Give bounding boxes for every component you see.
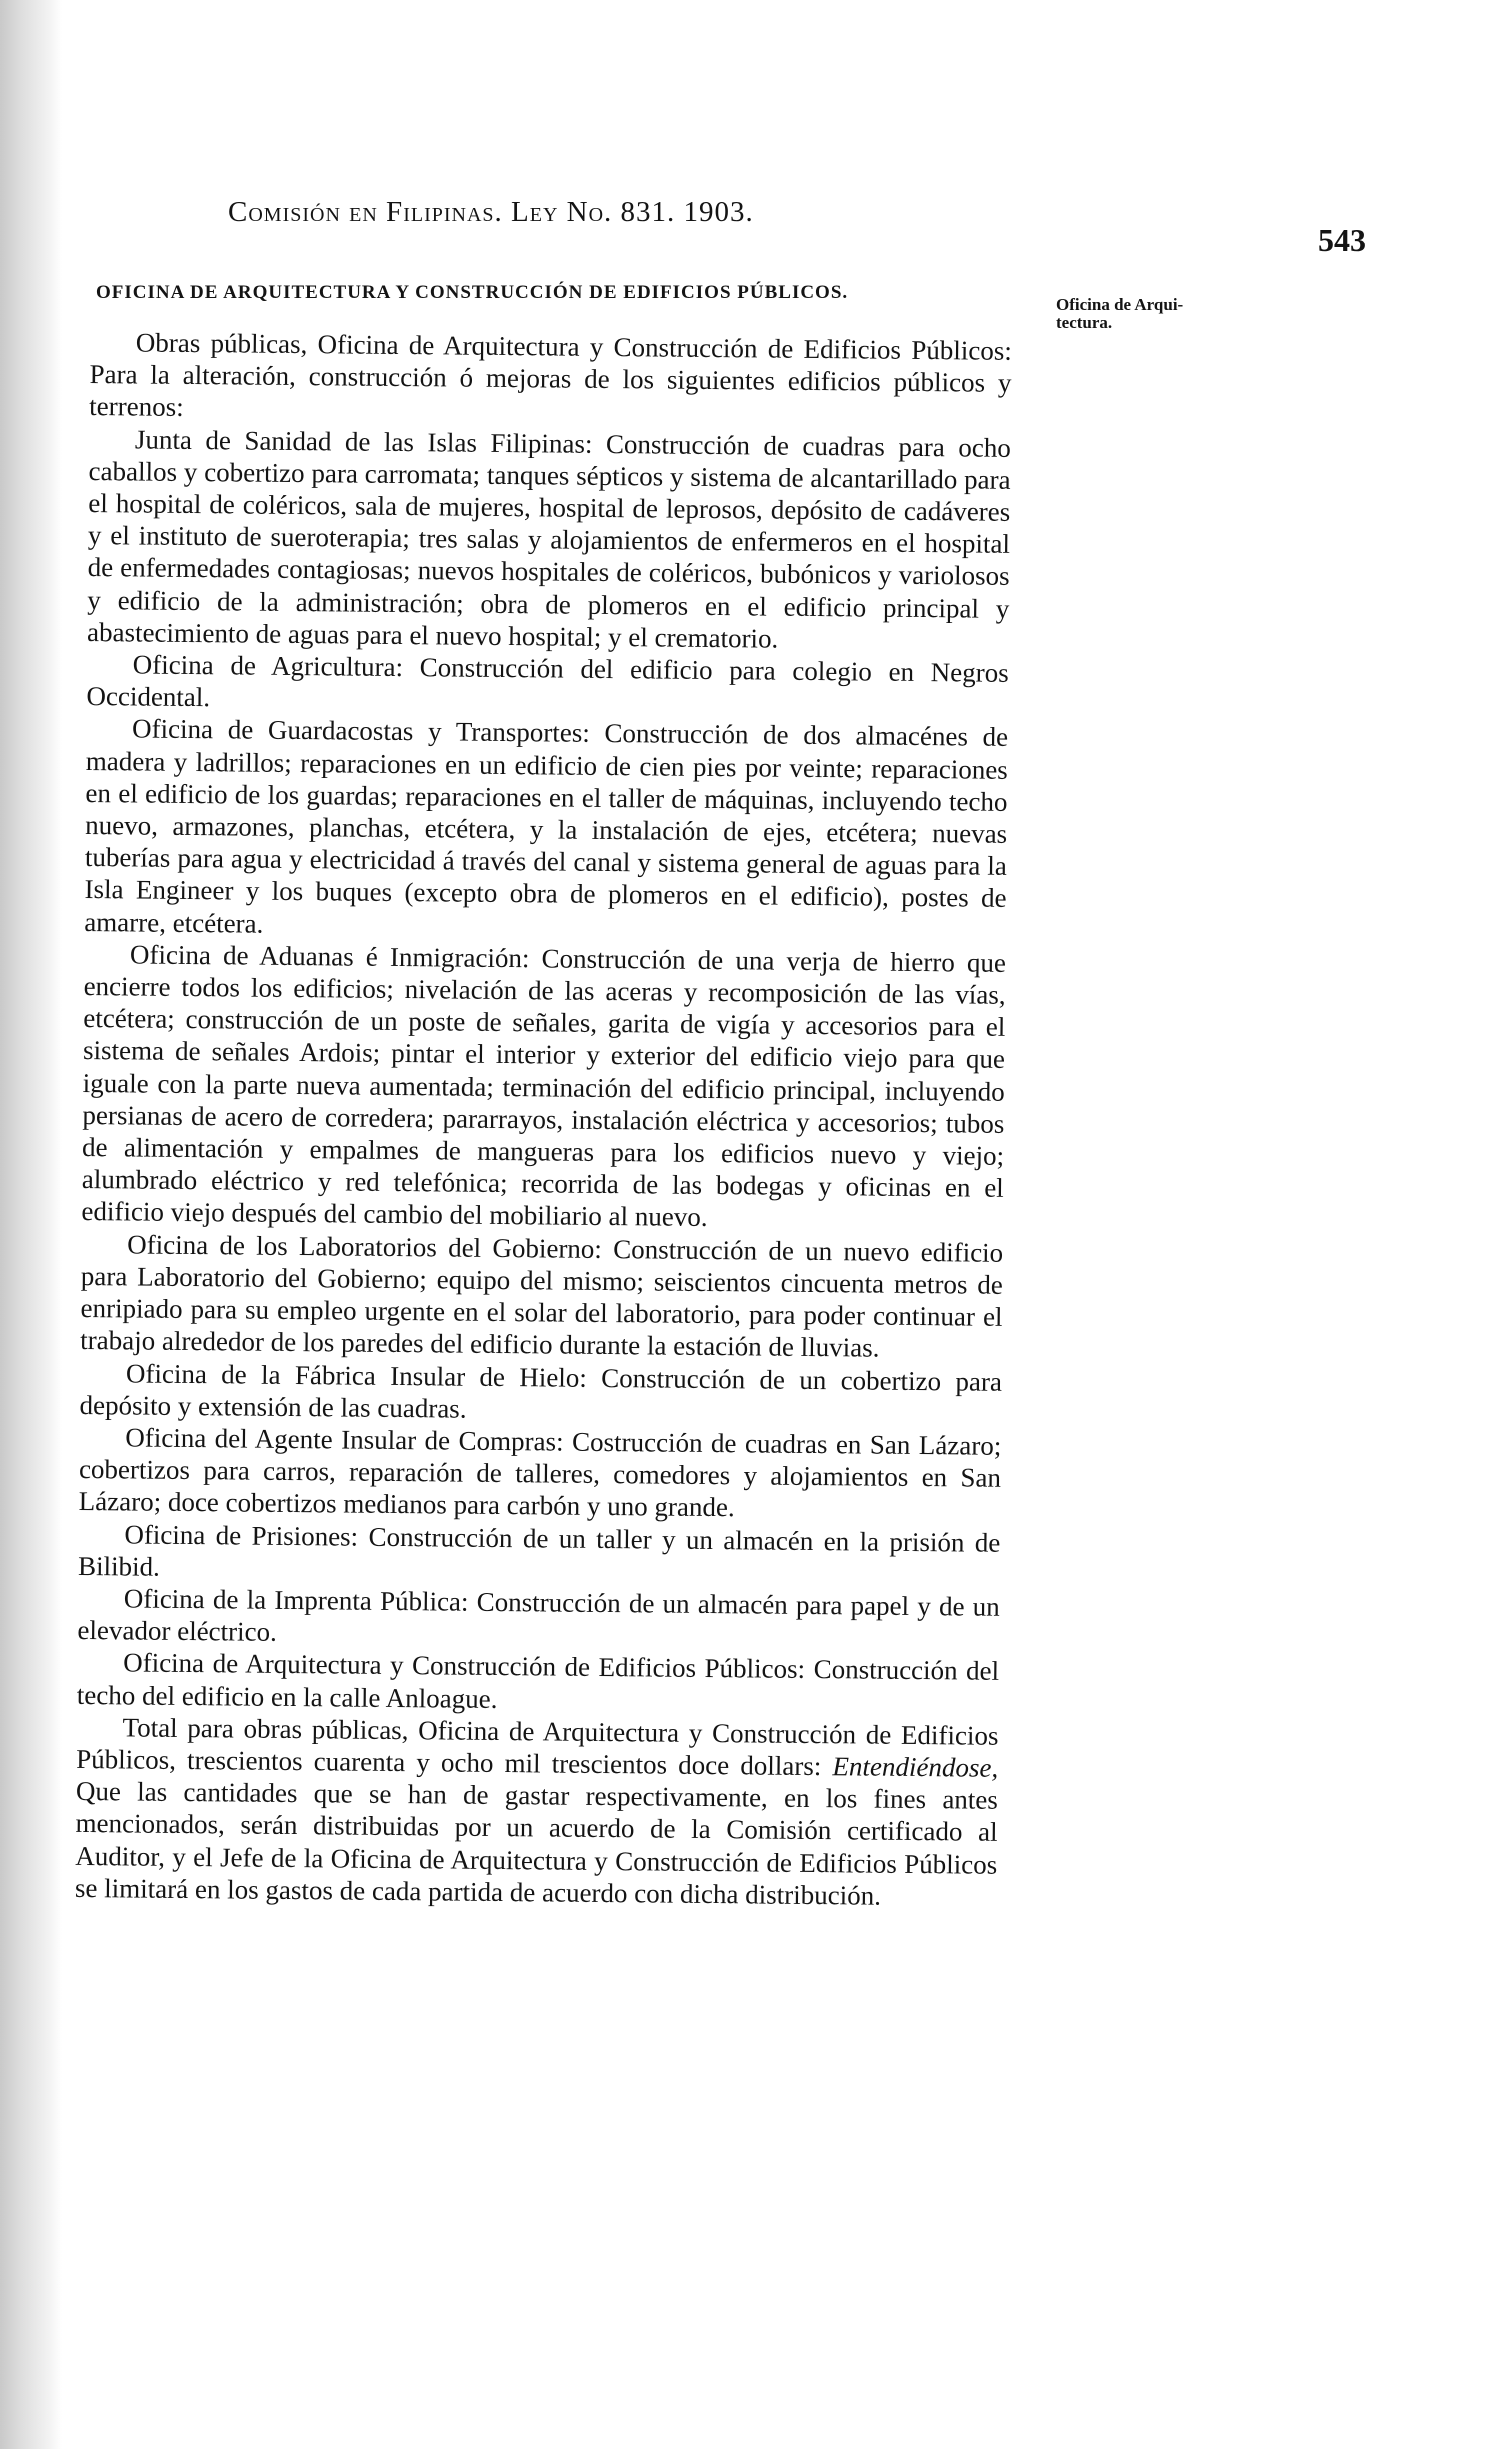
paragraph-prisiones: Oficina de Prisiones: Construcción de un taller y un almacén en la prisión de Bilibid. <box>77 1518 1001 1582</box>
running-head: Comisión en Filipinas. Ley No. 831. 1903. <box>228 196 754 228</box>
total-text-end: Que las cantidades que se han de gastar respectivamente, en los fines antes mencionados, serán distribuidas por un acuerdo de la Comisión certificado al Auditor, y el Jefe de la Oficina de Arquitectura y Construcción de Edificios Públicos se limitará en los gastos de cada partida de acuerdo con dicha distribución. <box>74 1776 999 1911</box>
paragraph-laboratorios: Oficina de los Laboratorios del Gobierno: Construcción de un nuevo edificio para Laboratorio del Gobierno; equipo del mismo; seiscientos cincuenta metros de enripiado para su empleo urgente en el solar del laboratorio, para poder continuar el trabajo alrededor de los paredes del edificio durante la estación de lluvias. <box>80 1229 1004 1363</box>
body-text <box>75 326 1012 1913</box>
paragraph-junta-de-sanidad: Junta de Sanidad de las Islas Filipinas: Construcción de cuadras para ocho caballos y cobertizo para carromata; tanques sépticos y sistema de alcantarillado para el hospital de coléricos, sala de mujeres, hospital de leprosos, depósito de cadáveres y el instituto de sueroterapia; tres salas y alojamientos de enfermeros en el hospital de enfermedades contagiosas; nuevos hospitales de coléricos, bubónicos y variolosos y edificio de la administración; obra de plomeros en el edificio principal y abastecimiento de aguas para el nuevo hospital; y el crematorio. <box>86 424 1012 654</box>
total-text-start: Total para obras públicas, Oficina de Arquitectura y Construcción de Edificios Públicos, trescientos cuarenta y ocho mil trescientos doce dollars: <box>76 1712 999 1782</box>
section-heading: OFICINA DE ARQUITECTURA Y CONSTRUCCIÓN DE EDIFICIOS PÚBLICOS. <box>96 282 849 303</box>
paragraph-public-works-intro: Obras públicas, Oficina de Arquitectura y Construcción de Edificios Públicos: Para la alteración, construcción ó mejoras de los siguientes edificios públicos y terrenos: <box>89 327 1012 423</box>
margin-note-line-1: Oficina de Arqui- <box>1056 295 1184 314</box>
paragraph-imprenta: Oficina de la Imprenta Pública: Construcción de un almacén para papel y de un elevador eléctrico. <box>77 1583 1000 1647</box>
page-number: 543 <box>1318 222 1366 258</box>
paragraph-guardacostas: Oficina de Guardacostas y Transportes: Construcción de dos almacénes de madera y ladrillos; reparaciones en un edificio de cien pies por veinte; reparaciones en el edificio de los guardas; reparaciones en el taller de máquinas, incluyendo techo nuevo, armazones, planchas, etcétera, y la instalación de ejes, etcétera; nuevas tuberías para agua y electricidad á través del canal y sistema general de aguas para la Isla Engineer y los buques (excepto obra de plomeros en el edificio), postes de amarre, etcétera. <box>84 713 1009 939</box>
margin-note-line-2: tectura. <box>1056 313 1113 332</box>
page-header <box>228 196 1378 258</box>
paragraph-aduanas: Oficina de Aduanas é Inmigración: Construcción de una verja de hierro que encierre todos los edificios; nivelación de las aceras y recomposición de las vías, etcétera; construcción de un poste de señales, garita de vigía y accesorios para el sistema de señales Ardois; pintar el interior y exterior del edificio viejo para que iguale con la parte nueva aumentada; terminación del edificio principal, incluyendo persianas de acero de corredera; pararrayos, instalación eléctrica y accesorios; tubos de alimentación y empalmes de mangueras para los edificios nuevo y viejo; alumbrado eléctrico y red telefónica; recorrida de las bodegas y oficinas en el edificio viejo después del cambio del mobiliario al nuevo. <box>81 939 1007 1233</box>
paragraph-agente-de-compras: Oficina del Agente Insular de Compras: Costrucción de cuadras en San Lázaro; cobertizos para carros, reparación de talleres, comedores y alojamientos en San Lázaro; doce cobertizos medianos para carbón y uno grande. <box>78 1422 1002 1523</box>
paragraph-fabrica-de-hielo: Oficina de la Fábrica Insular de Hielo: Construcción de un cobertizo para depósito y extensión de las cuadras. <box>79 1357 1003 1424</box>
paragraph-agricultura: Oficina de Agricultura: Construcción del edificio para colegio en Negros Occidental. <box>86 649 1009 713</box>
paragraph-arquitectura: Oficina de Arquitectura y Construcción de Edificios Públicos: Construcción del techo del edificio en la calle Anloague. <box>76 1647 1000 1714</box>
proviso-emphasis: Entendiéndose, <box>832 1751 999 1783</box>
paragraph-total <box>75 1711 999 1913</box>
scan-edge-shadow <box>0 0 62 2449</box>
margin-note <box>1056 296 1306 332</box>
